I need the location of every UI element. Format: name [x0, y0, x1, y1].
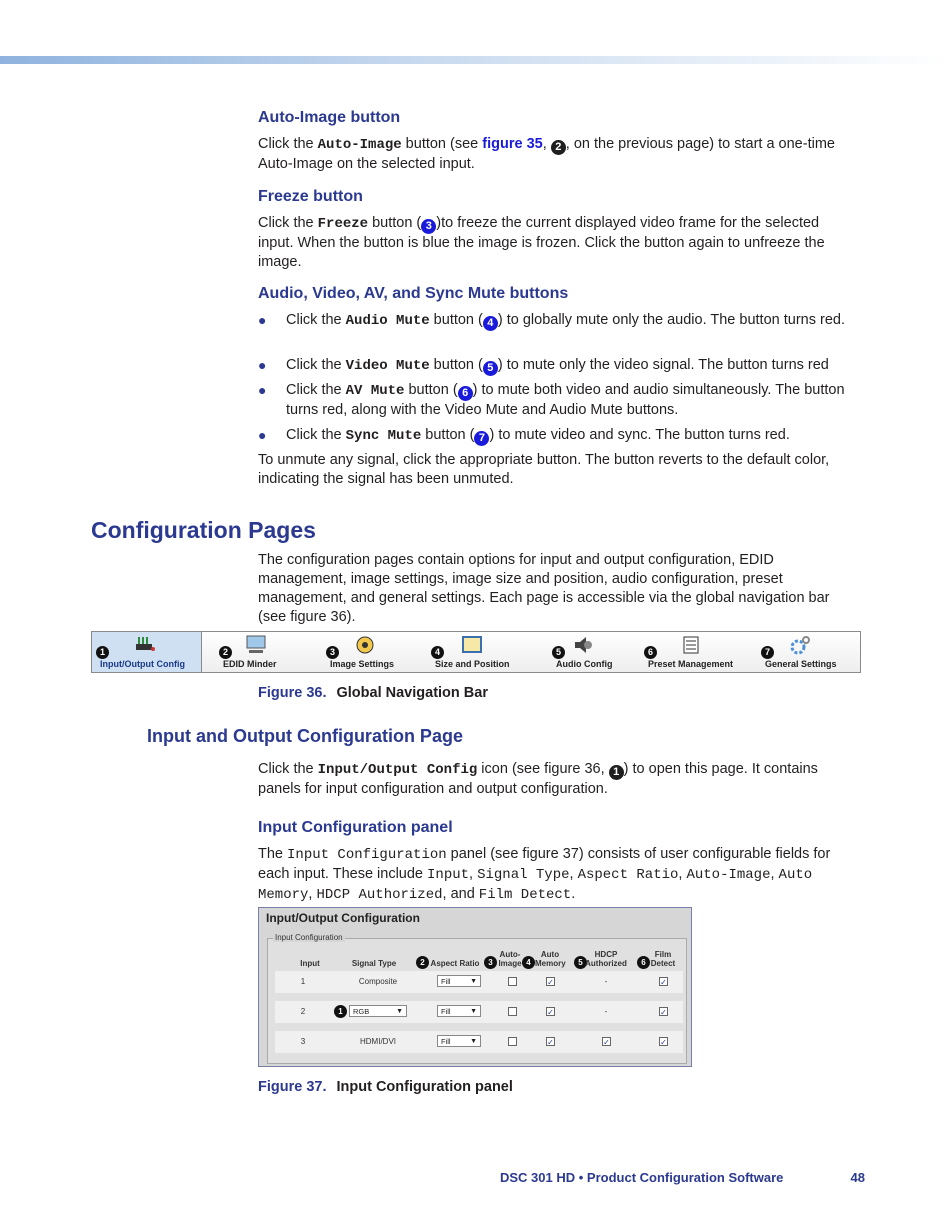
cell-input: 1 — [300, 977, 306, 986]
command-auto-image: Auto-Image — [317, 137, 402, 153]
table-row — [275, 1031, 683, 1053]
callout-number: 5 — [552, 646, 565, 659]
header-hdcp-authorized: HDCP Authorized — [585, 950, 627, 968]
command-freeze: Freeze — [317, 216, 369, 232]
bullet-icon: ● — [258, 357, 267, 373]
figure-36-caption — [258, 685, 488, 701]
mute-heading: Audio, Video, AV, and Sync Mute buttons — [258, 285, 569, 302]
input-config-heading: Input Configuration panel — [258, 819, 453, 836]
film-detect-checkbox[interactable]: ✓ — [660, 1038, 667, 1047]
nav-label: Input/Output Config — [100, 659, 185, 669]
text: ) to mute only the video signal. The button turns red — [497, 357, 829, 373]
figure-37-caption — [258, 1079, 513, 1095]
unmute-paragraph: To unmute any signal, click the appropriate button. The button reverts to the default color, indicating the signal has been unmuted. — [258, 452, 830, 487]
text: , on the previous page) to start a one-time Auto-Image on the selected input. — [258, 136, 835, 172]
io-page-heading: Input and Output Configuration Page — [147, 726, 463, 746]
term: Aspect Ratio — [577, 867, 679, 883]
aspect-ratio-select[interactable] — [437, 1005, 481, 1017]
cell-hdcp: - — [604, 977, 608, 986]
page-footer — [500, 1170, 865, 1185]
auto-image-paragraph — [258, 135, 858, 174]
image-settings-icon — [354, 635, 376, 655]
select-value: RGB — [353, 1007, 370, 1016]
text: , — [770, 866, 779, 882]
auto-image-heading: Auto-Image button — [258, 109, 401, 126]
header-auto-memory: Auto Memory — [535, 950, 566, 968]
callout-number: 6 — [458, 386, 473, 401]
film-detect-checkbox[interactable]: ✓ — [660, 978, 667, 987]
nav-label: General Settings — [765, 659, 837, 669]
callout-number: 3 — [326, 646, 339, 659]
text: button ( — [429, 312, 483, 328]
auto-memory-checkbox[interactable]: ✓ — [547, 1038, 554, 1047]
text: , — [569, 866, 578, 882]
io-config-icon — [134, 635, 156, 655]
text: , — [308, 886, 317, 902]
chevron-down-icon: ▼ — [396, 1008, 403, 1015]
nav-label: EDID Minder — [223, 659, 277, 669]
list-item — [258, 426, 858, 446]
nav-label: Size and Position — [435, 659, 510, 669]
text: icon (see figure 36, — [477, 761, 609, 777]
term: Input — [427, 867, 470, 883]
list-item — [258, 356, 858, 376]
aspect-ratio-select[interactable] — [437, 1035, 481, 1047]
callout-number: 5 — [483, 361, 498, 376]
select-value: Fill — [441, 1007, 451, 1016]
panel-title: Input/Output Configuration — [266, 911, 420, 925]
text: . — [571, 886, 576, 902]
term: HDCP Authorized — [316, 887, 443, 903]
callout-number: 3 — [421, 219, 436, 234]
text: , — [678, 866, 687, 882]
nav-item-input-output-config[interactable] — [92, 632, 202, 672]
callout-number: 4 — [483, 316, 498, 331]
text: )to freeze the current displayed video frame for the selected input. When the button is blue the image is frozen. Click the button again to unfreeze the image. — [258, 215, 825, 270]
fieldset-legend: Input Configuration — [275, 933, 343, 942]
text: button ( — [404, 382, 458, 398]
callout-number: 1 — [96, 646, 109, 659]
signal-type-select[interactable] — [349, 1005, 407, 1017]
text: Click the — [286, 427, 346, 443]
header-signal-type: Signal Type — [351, 959, 397, 968]
table-row — [275, 971, 683, 993]
header-input: Input — [300, 959, 320, 968]
text: , — [469, 866, 478, 882]
figure-title: Input Configuration panel — [336, 1079, 513, 1095]
term: Auto Memory — [258, 867, 813, 903]
term: Signal Type — [477, 867, 570, 883]
list-item — [258, 311, 858, 331]
auto-memory-checkbox[interactable]: ✓ — [547, 1008, 554, 1017]
table-row — [275, 1001, 683, 1023]
chevron-down-icon: ▼ — [470, 978, 477, 985]
callout-number: 6 — [637, 956, 650, 969]
cell-signal-type: Composite — [358, 977, 398, 986]
callout-number: 2 — [219, 646, 232, 659]
text: Click the — [258, 136, 318, 152]
cell-input: 3 — [300, 1037, 306, 1046]
auto-image-checkbox[interactable] — [508, 1037, 517, 1046]
nav-label: Preset Management — [648, 659, 734, 669]
footer-title: DSC 301 HD • Product Configuration Software — [500, 1170, 784, 1185]
bullet-icon: ● — [258, 382, 267, 398]
figure-number: Figure 36. — [258, 685, 327, 701]
callout-number: 5 — [574, 956, 587, 969]
callout-number: 4 — [431, 646, 444, 659]
callout-number: 1 — [609, 765, 624, 780]
list-item — [258, 381, 858, 420]
term: Auto-Image — [686, 867, 771, 883]
input-configuration-panel — [258, 907, 692, 1067]
callout-number: 4 — [522, 956, 535, 969]
cell-signal-type: HDMI/DVI — [360, 1037, 396, 1046]
chevron-down-icon: ▼ — [470, 1038, 477, 1045]
select-value: Fill — [441, 977, 451, 986]
callout-number: 3 — [484, 956, 497, 969]
header-gradient-bar — [0, 56, 950, 64]
text: button ( — [421, 427, 475, 443]
chevron-down-icon: ▼ — [470, 1008, 477, 1015]
text: Click the — [286, 312, 346, 328]
header-film-detect: Film Detect — [650, 950, 676, 968]
bullet-icon: ● — [258, 312, 267, 328]
page-number: 48 — [850, 1170, 865, 1185]
preset-icon — [680, 635, 702, 655]
freeze-paragraph — [258, 214, 858, 272]
callout-number: 2 — [551, 140, 566, 155]
film-detect-checkbox[interactable]: ✓ — [660, 1008, 667, 1017]
nav-label: Audio Config — [556, 659, 613, 669]
command-io-config: Input/Output Config — [317, 762, 478, 778]
text: ) to open this page. It contains panels for input configuration and output configuration. — [258, 761, 818, 797]
text: panel (see figure 37) consists of user configurable fields for each input. These include — [258, 846, 831, 882]
edid-monitor-icon — [245, 635, 267, 655]
header-auto-image: Auto- Image — [498, 950, 522, 968]
callout-number: 7 — [474, 431, 489, 446]
freeze-heading: Freeze button — [258, 188, 363, 205]
io-page-paragraph — [258, 760, 858, 799]
aspect-ratio-select[interactable] — [437, 975, 481, 987]
size-position-icon — [461, 635, 483, 655]
cell-hdcp: - — [604, 1007, 608, 1016]
global-navigation-bar — [91, 631, 861, 673]
cell-input: 2 — [300, 1007, 306, 1016]
input-config-paragraph — [258, 845, 858, 905]
nav-item-general-settings[interactable] — [757, 632, 859, 672]
text: , — [542, 136, 551, 152]
gear-icon — [789, 635, 811, 655]
auto-image-checkbox[interactable] — [508, 977, 517, 986]
term: Film Detect — [478, 887, 572, 903]
text: ) to mute video and sync. The button turns red. — [489, 427, 790, 443]
text: Click the — [258, 761, 318, 777]
command-av-mute: AV Mute — [345, 383, 405, 399]
speaker-icon — [572, 635, 594, 655]
header-aspect-ratio: Aspect Ratio — [430, 959, 480, 968]
text: ) to globally mute only the audio. The button turns red. — [497, 312, 845, 328]
callout-number: 6 — [644, 646, 657, 659]
callout-number: 7 — [761, 646, 774, 659]
term: Input Configuration — [287, 847, 447, 863]
command-sync-mute: Sync Mute — [345, 428, 422, 444]
text: button ( — [368, 215, 422, 231]
hdcp-checkbox[interactable]: ✓ — [603, 1038, 610, 1047]
text: Click the — [286, 382, 346, 398]
nav-item-preset-management[interactable] — [640, 632, 760, 672]
auto-image-checkbox[interactable] — [508, 1007, 517, 1016]
figure-number: Figure 37. — [258, 1079, 327, 1095]
nav-item-size-and-position[interactable] — [427, 632, 547, 672]
configuration-pages-heading: Configuration Pages — [91, 517, 316, 543]
text: The — [258, 846, 288, 862]
nav-item-image-settings[interactable] — [322, 632, 438, 672]
figure-35-link[interactable]: figure 35 — [482, 136, 543, 152]
callout-number: 2 — [416, 956, 429, 969]
bullet-icon: ● — [258, 427, 267, 443]
text: , and — [442, 886, 479, 902]
nav-item-edid-minder[interactable] — [215, 632, 325, 672]
callout-number: 1 — [334, 1005, 347, 1018]
nav-label: Image Settings — [330, 659, 395, 669]
configuration-pages-paragraph: The configuration pages contain options for input and output configuration, EDID management, image settings, image size and position, audio configuration, preset management, and general settings. Each page is accessible via the global navigation bar (see figure 36). — [258, 552, 830, 625]
figure-title: Global Navigation Bar — [336, 685, 488, 701]
command-video-mute: Video Mute — [345, 358, 430, 374]
command-audio-mute: Audio Mute — [345, 313, 430, 329]
text: ) to mute both video and audio simultaneously. The button turns red, along with the Video Mute and Audio Mute buttons. — [286, 382, 845, 418]
text: Click the — [286, 357, 346, 373]
nav-item-audio-config[interactable] — [548, 632, 648, 672]
text: Click the — [258, 215, 318, 231]
text: button (see — [401, 136, 483, 152]
select-value: Fill — [441, 1037, 451, 1046]
auto-memory-checkbox[interactable]: ✓ — [547, 978, 554, 987]
text: button ( — [429, 357, 483, 373]
